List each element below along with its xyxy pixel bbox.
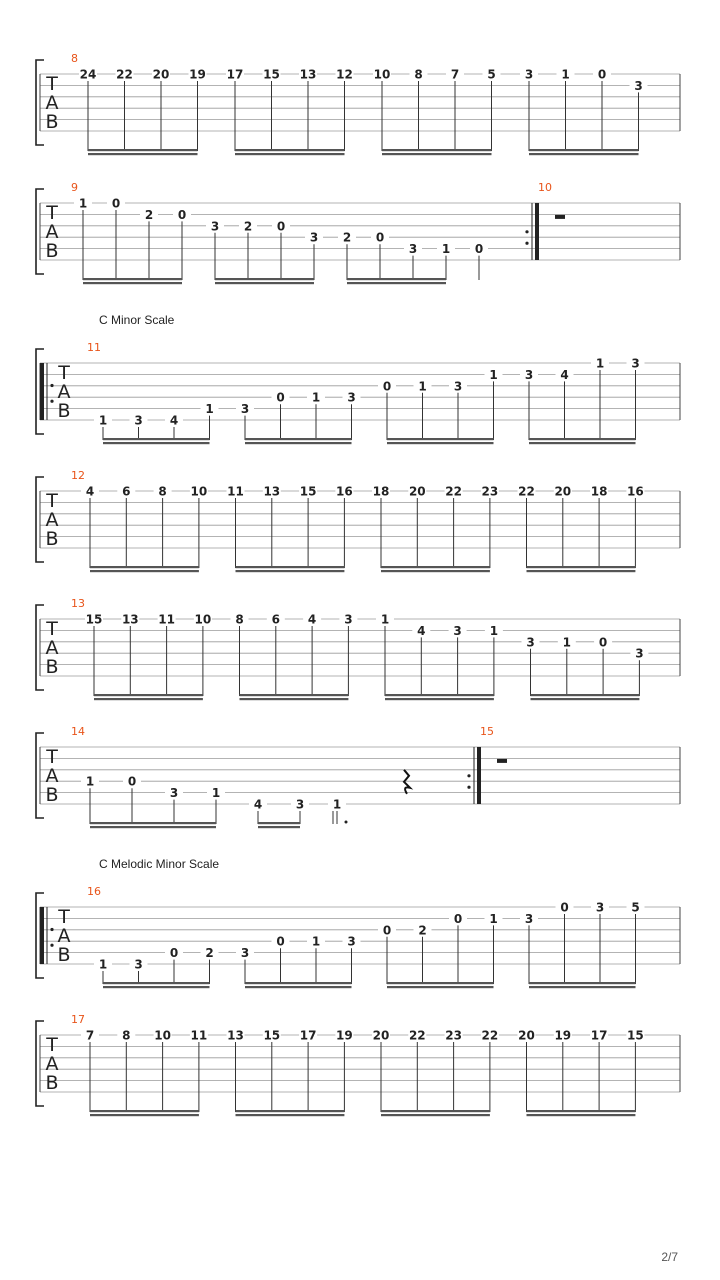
fret-number: 13 xyxy=(227,1028,244,1043)
fret-number: 20 xyxy=(372,1028,390,1043)
fret-number: 23 xyxy=(481,484,499,499)
fret-number: 8 xyxy=(235,612,244,627)
fret-number: 10 xyxy=(373,67,391,82)
beam xyxy=(347,282,446,284)
fret-number: 17 xyxy=(226,67,244,82)
tab-clef-letter: B xyxy=(45,784,59,806)
beam xyxy=(258,822,300,824)
fret-number: 0 xyxy=(382,923,392,938)
beam xyxy=(240,698,349,700)
fret-number: 22 xyxy=(408,1028,426,1043)
bar-number: 11 xyxy=(87,341,101,354)
fret-number: 1 xyxy=(562,635,571,650)
beam xyxy=(385,698,494,700)
fret-number: 2 xyxy=(342,230,352,245)
fret-number: 11 xyxy=(227,484,244,499)
repeat-start-thick xyxy=(40,907,44,964)
beam xyxy=(527,566,636,568)
page-number: 2/7 xyxy=(661,1250,678,1264)
tab-clef-letter: B xyxy=(45,1072,59,1094)
beam xyxy=(236,1110,345,1112)
fret-number: 4 xyxy=(307,612,317,627)
tab-clef-letter: T xyxy=(46,1034,58,1056)
fret-number: 17 xyxy=(590,1028,608,1043)
fret-number: 1 xyxy=(211,786,221,801)
tab-clef-letter: B xyxy=(45,240,59,262)
beam xyxy=(103,986,210,988)
section-title: C Melodic Minor Scale xyxy=(99,857,220,871)
fret-number: 0 xyxy=(598,635,608,650)
fret-number: 15 xyxy=(299,484,317,499)
repeat-dot xyxy=(50,400,53,403)
beam xyxy=(381,570,490,572)
fret-number: 7 xyxy=(450,67,460,82)
fret-number: 2 xyxy=(243,219,253,234)
beam xyxy=(90,1114,199,1116)
fret-number: 1 xyxy=(205,402,214,417)
fret-number: 12 xyxy=(336,67,353,82)
beam xyxy=(381,1110,490,1112)
fret-number: 22 xyxy=(481,1028,499,1043)
beam xyxy=(90,822,216,824)
fret-number: 15 xyxy=(263,67,280,82)
beam xyxy=(245,986,352,988)
fret-number: 0 xyxy=(597,67,607,82)
fret-number: 0 xyxy=(276,219,286,234)
tab-clef-letter: A xyxy=(45,1053,59,1075)
fret-number: 6 xyxy=(271,612,280,627)
beam xyxy=(88,149,198,151)
beam xyxy=(381,1114,490,1116)
fret-number: 3 xyxy=(134,413,143,428)
beam xyxy=(529,986,636,988)
fret-number: 3 xyxy=(347,390,356,405)
bar-number: 12 xyxy=(71,469,85,482)
beam xyxy=(382,149,492,151)
fret-number: 3 xyxy=(347,934,356,949)
beam xyxy=(387,438,494,440)
fret-number: 4 xyxy=(417,623,426,638)
tab-clef-letter: A xyxy=(45,92,59,114)
beam xyxy=(529,438,636,440)
fret-number: 3 xyxy=(635,646,644,661)
fret-number: 18 xyxy=(590,484,608,499)
fret-number: 1 xyxy=(561,67,570,82)
beam xyxy=(103,438,210,440)
fret-number: 10 xyxy=(154,1028,171,1043)
beam xyxy=(385,694,494,696)
fret-number: 19 xyxy=(189,67,206,82)
repeat-dot xyxy=(467,786,470,789)
fret-number: 17 xyxy=(299,1028,317,1043)
bar-number: 10 xyxy=(538,181,552,194)
fret-number: 18 xyxy=(372,484,390,499)
fret-number: 8 xyxy=(158,484,167,499)
fret-number: 16 xyxy=(336,484,353,499)
beam xyxy=(236,566,345,568)
fret-number: 13 xyxy=(299,67,317,82)
fret-number: 0 xyxy=(453,911,463,926)
fret-number: 3 xyxy=(210,219,220,234)
fret-number: 3 xyxy=(134,957,143,972)
fret-number: 0 xyxy=(276,390,285,405)
fret-number: 13 xyxy=(263,484,281,499)
fret-number: 10 xyxy=(194,612,212,627)
tab-clef-letter: T xyxy=(46,618,58,640)
fret-number: 20 xyxy=(152,67,170,82)
bar-number: 14 xyxy=(71,725,85,738)
beam xyxy=(527,1114,636,1116)
fret-number: 24 xyxy=(79,67,97,82)
fret-number: 1 xyxy=(489,623,499,638)
beam xyxy=(94,698,203,700)
bar-number: 17 xyxy=(71,1013,85,1026)
fret-number: 22 xyxy=(518,484,535,499)
fret-number: 15 xyxy=(85,612,103,627)
tab-clef-letter: A xyxy=(45,637,59,659)
fret-number: 1 xyxy=(98,957,108,972)
beam xyxy=(387,442,494,444)
repeat-dot xyxy=(525,242,528,245)
fret-number: 7 xyxy=(85,1028,95,1043)
fret-number: 11 xyxy=(190,1028,208,1043)
tab-clef-letter: A xyxy=(57,381,71,403)
fret-number: 3 xyxy=(309,230,319,245)
fret-number: 1 xyxy=(78,196,88,211)
bar-number: 8 xyxy=(71,52,78,65)
fret-number: 1 xyxy=(311,390,321,405)
fret-number: 11 xyxy=(158,612,175,627)
beam xyxy=(235,149,345,151)
beam xyxy=(88,153,198,155)
fret-number: 23 xyxy=(445,1028,462,1043)
fret-number: 2 xyxy=(205,946,214,961)
tab-clef-letter: T xyxy=(46,73,58,95)
beam xyxy=(90,826,216,828)
fret-number: 8 xyxy=(122,1028,131,1043)
fret-number: 0 xyxy=(474,242,484,257)
fret-number: 20 xyxy=(518,1028,535,1043)
fret-number: 22 xyxy=(445,484,462,499)
tab-clef-letter: A xyxy=(45,509,59,531)
fret-number: 22 xyxy=(116,67,133,82)
fret-number: 3 xyxy=(595,900,605,915)
fret-number: 20 xyxy=(554,484,572,499)
fret-number: 1 xyxy=(595,356,605,371)
quarter-rest xyxy=(404,770,410,794)
beam xyxy=(90,566,199,568)
section-title: C Minor Scale xyxy=(99,313,175,327)
fret-number: 1 xyxy=(489,911,498,926)
fret-number: 4 xyxy=(85,484,95,499)
beam xyxy=(382,153,492,155)
repeat-dot xyxy=(50,384,53,387)
beam xyxy=(529,982,636,984)
tab-clef-letter: B xyxy=(45,528,59,550)
fret-number: 15 xyxy=(263,1028,281,1043)
fret-number: 3 xyxy=(524,911,534,926)
beam xyxy=(529,153,639,155)
bar-number: 13 xyxy=(71,597,85,610)
fret-number: 3 xyxy=(524,367,534,382)
fret-number: 0 xyxy=(375,230,385,245)
fret-number: 20 xyxy=(408,484,426,499)
fret-number: 1 xyxy=(311,934,321,949)
fret-number: 4 xyxy=(253,797,263,812)
fret-number: 10 xyxy=(190,484,208,499)
fret-number: 3 xyxy=(634,78,643,93)
fret-number: 8 xyxy=(414,67,423,82)
fret-number: 3 xyxy=(169,786,179,801)
fret-number: 3 xyxy=(240,946,250,961)
bar-number: 9 xyxy=(71,181,78,194)
repeat-dot xyxy=(50,944,53,947)
tab-clef-letter: T xyxy=(46,202,58,224)
fret-number: 3 xyxy=(453,379,463,394)
fret-number: 0 xyxy=(560,900,569,915)
beam xyxy=(527,570,636,572)
beam xyxy=(527,1110,636,1112)
fret-number: 1 xyxy=(489,367,498,382)
fret-number: 13 xyxy=(121,612,139,627)
tab-clef-letter: T xyxy=(58,362,70,384)
tab-clef-letter: B xyxy=(57,400,71,422)
beam xyxy=(529,149,639,151)
beam xyxy=(531,694,640,696)
beam xyxy=(245,442,352,444)
bar-number: 15 xyxy=(480,725,494,738)
fret-number: 19 xyxy=(336,1028,353,1043)
tab-clef-letter: A xyxy=(45,765,59,787)
beam xyxy=(245,982,352,984)
beam xyxy=(381,566,490,568)
tab-clef-letter: B xyxy=(57,944,71,966)
tab-clef-letter: T xyxy=(58,906,70,928)
fret-number: 15 xyxy=(627,1028,644,1043)
fret-number: 0 xyxy=(276,934,285,949)
beam xyxy=(240,694,349,696)
beam xyxy=(245,438,352,440)
fret-number: 4 xyxy=(560,367,569,382)
tab-clef-letter: T xyxy=(46,490,58,512)
beam xyxy=(531,698,640,700)
fret-number: 3 xyxy=(295,797,305,812)
fret-number: 3 xyxy=(631,356,640,371)
fret-number: 6 xyxy=(122,484,131,499)
fret-number: 0 xyxy=(177,207,187,222)
beam xyxy=(236,570,345,572)
fret-number: 3 xyxy=(408,242,418,257)
beam xyxy=(387,986,494,988)
fret-number: 3 xyxy=(240,402,250,417)
repeat-dot xyxy=(525,230,528,233)
fret-number: 1 xyxy=(380,612,390,627)
beam xyxy=(215,282,314,284)
beam xyxy=(83,282,182,284)
fret-number: 2 xyxy=(144,207,154,222)
fret-number: 1 xyxy=(332,797,342,812)
fret-number: 2 xyxy=(418,923,427,938)
beam xyxy=(83,278,182,280)
fret-number: 0 xyxy=(127,774,137,789)
fret-number: 5 xyxy=(487,67,496,82)
fret-number: 3 xyxy=(344,612,353,627)
tab-clef-letter: B xyxy=(45,111,59,133)
tab-clef-letter: A xyxy=(57,925,71,947)
beam xyxy=(90,570,199,572)
fret-number: 0 xyxy=(169,946,179,961)
fret-number: 3 xyxy=(524,67,534,82)
fret-number: 1 xyxy=(98,413,108,428)
bar-number: 16 xyxy=(87,885,101,898)
fret-number: 0 xyxy=(111,196,121,211)
fret-number: 0 xyxy=(382,379,392,394)
beam xyxy=(94,694,203,696)
fret-number: 1 xyxy=(441,242,451,257)
beam xyxy=(387,982,494,984)
repeat-dot xyxy=(50,928,53,931)
tab-clef-letter: T xyxy=(46,746,58,768)
half-rest xyxy=(497,759,507,763)
beam xyxy=(235,153,345,155)
beam xyxy=(347,278,446,280)
beam xyxy=(103,982,210,984)
beam xyxy=(529,442,636,444)
fret-number: 3 xyxy=(453,623,462,638)
half-rest xyxy=(555,215,565,219)
beam xyxy=(90,1110,199,1112)
fret-number: 16 xyxy=(627,484,644,499)
tab-clef-letter: B xyxy=(45,656,59,678)
beam xyxy=(215,278,314,280)
fret-number: 4 xyxy=(169,413,179,428)
beam xyxy=(103,442,210,444)
fret-number: 3 xyxy=(526,635,535,650)
repeat-dot xyxy=(467,774,470,777)
repeat-end-thick xyxy=(477,747,481,804)
fret-number: 1 xyxy=(418,379,427,394)
fret-number: 19 xyxy=(554,1028,572,1043)
fret-number: 1 xyxy=(85,774,95,789)
beam xyxy=(236,1114,345,1116)
fret-number: 5 xyxy=(631,900,640,915)
repeat-start-thick xyxy=(40,363,44,420)
beam xyxy=(258,826,300,828)
dot xyxy=(345,821,348,824)
repeat-end-thick xyxy=(535,203,539,260)
tab-clef-letter: A xyxy=(45,221,59,243)
